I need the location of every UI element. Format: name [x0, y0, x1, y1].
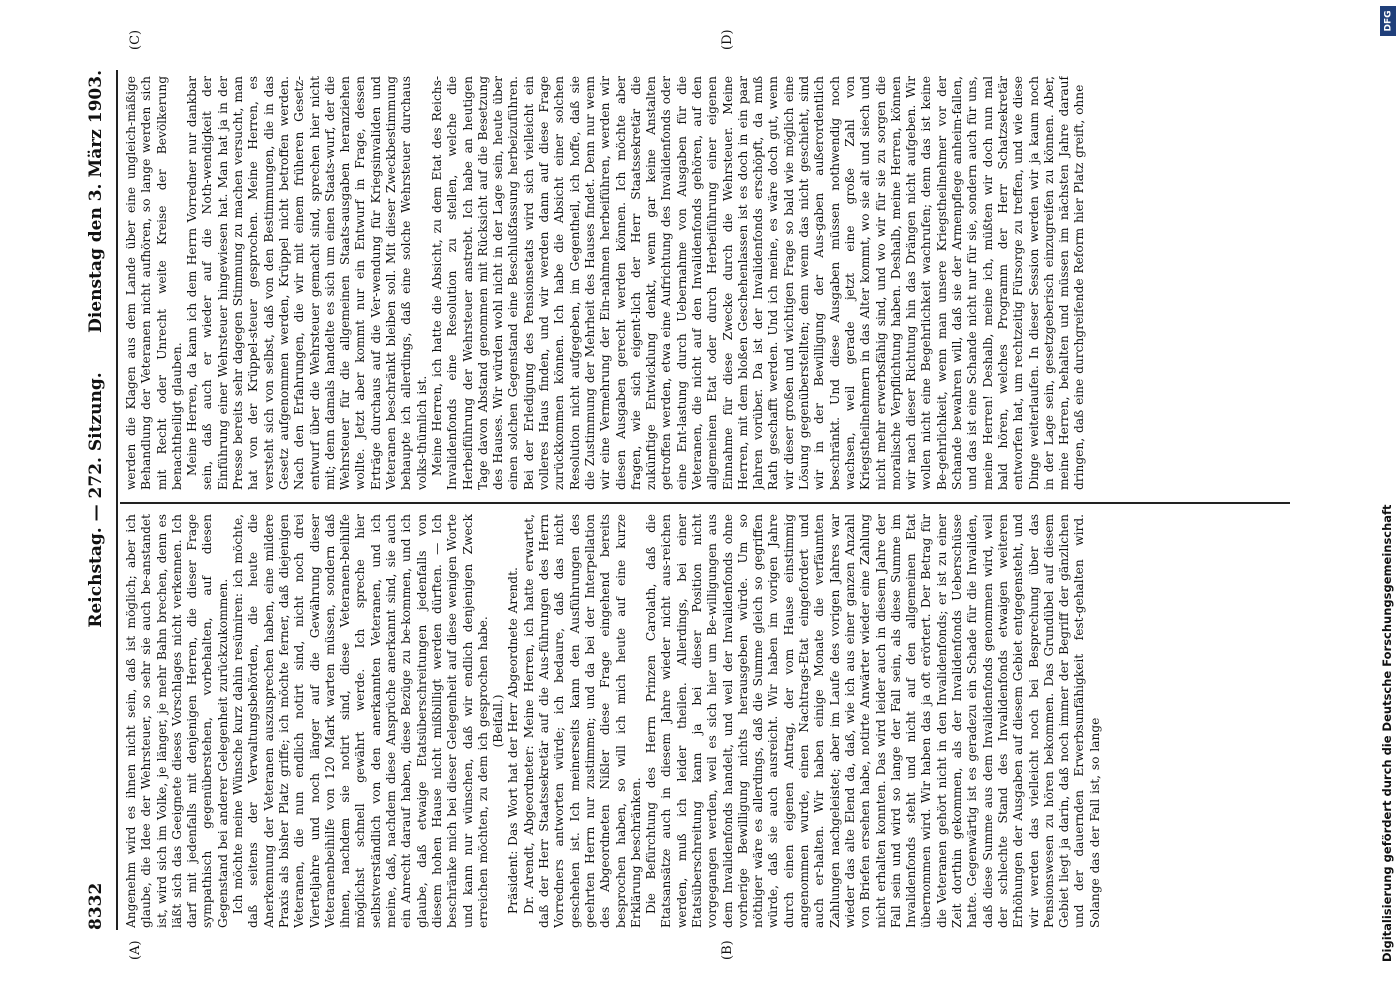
paragraph: Ich möchte meine Wünsche kurz dahin resümiren: ich möchte, daß seitens der Verwaltungsbehörden, die heute die Anerkennung der Veteranen auszusprechen haben, eine mildere Praxis als bisher Platz griffe; ich möchte ferner, daß diejenigen Veteranen, die nun endlich notirt sind, nicht noch drei Vierteljahre und noch länger auf die Gewährung dieser Veteranenbeihilfe von 120 Mark warten müssen, sondern daß ihnen, nachdem sie notirt sind, diese Veteranen-beihilfe möglichst schnell gewährt werde. Ich spreche hier selbstverständlich von den anerkannten Veteranen, und ich meine, daß, nachdem diese Ansprüche anerkannt sind, sie auch ein Anrecht darauf haben, diese Bezüge zu be-kommen, und ich glaube, daß etwaige Etatsüberschreitungen jedenfalls von diesem hohen Hause nicht mißbilligt werden dürften. — Ich beschränke mich bei dieser Gelegenheit auf diese wenigen Worte und kann nur wünschen, daß wir endlich denjenigen Zweck erreichen möchten, zu dem ich gesprochen habe. — [231, 514, 490, 928]
margin-marker-c: (C) — [128, 29, 143, 50]
header-rule — [116, 70, 118, 930]
logo-text: DFG — [1383, 10, 1394, 32]
session-title: Reichstag. — 272. Sitzung. — [86, 372, 106, 628]
margin-marker-a: (A) — [128, 940, 143, 960]
president-line: Präsident: Das Wort hat der Herr Abgeordnete Arendt. — [506, 567, 521, 914]
left-column — [124, 514, 1284, 928]
page-header — [86, 70, 112, 930]
paragraph: Die Befürchtung des Herrn Prinzen Carolath, daß die Etatsansätze auch in diesem Jahre wieder nicht aus-reichen werden, muß ich leider theilen. Allerdings, bei einer Etatsüberschreitung kann ja bei dieser Position nicht vorgegangen werden, weil es sich hier um Be-willigungen aus dem Invalidenfonds handelt, und weil der Invalidenfonds ohne vorherige Bewilligung nichts herausgeben würde. Um so nöthiger wäre es allerdings, daß die Summe gleich so gegriffen würde, daß sie auch ausreicht. Wir haben im vorigen Jahre durch einen eigenen Antrag, der vom Hause einstimmig angenommen wurde, einen Nachtrags-Etat eingefordert und auch er-halten. Wir haben einige Monate die verfäumten Zahlungen nachgeleistet; aber im Laufe des vorigen Jahres war wieder das alte Elend da, daß, wie ich aus einer ganzen Anzahl von Briefen ersehen habe, notirte Anwärter wieder eine Zahlung nicht erhalten konnten. Das wird leider auch in diesem Jahre der Fall sein und wird so lange der Fall sein, als diese Summe im Invalidenfonds steht und nicht auf den allgemeinen Etat übernommen wird. Wir haben das ja oft erörtert. Der Betrag für die Veteranen gehört nicht in den Invalidenfonds; er ist zu einer Zeit dorthin gekommen, als der Invalidenfonds Ueberschüsse hatte. Gegenwärtig ist es geradezu ein Schade für die Invaliden, daß diese Summe aus dem Invalidenfonds genommen wird, weil der schlechte Stand des Invalidenfonds etwaigen weiteren Erhöhungen der Ausgaben auf diesem Gebiet entgegensteht, und wir werden das vielleicht noch bei Besprechung über das Pensionswesen zu hören bekommen. Das Grundübel auf diesem Gebiet liegt ja darin, daß noch immer der Begriff der gänzlichen und der dauernden Erwerbsunfähigkeit fest-gehalten wird. Solange das der Fall ist, so lange — [644, 514, 1102, 928]
paragraph: Meine Herren, ich hatte die Absicht, zu dem Etat des Reichs-Invalidenfonds eine Resolution zu stellen, welche die Herbeiführung der Wehrsteuer anstrebt. Ich habe an heutigen Tage davon Abstand genommen mit Rücksicht auf die Besetzung des Hauses. Wir würden wohl nicht in der Lage sein, heute über einen solchen Gegenstand eine Beschlußfassung herbeizuführen. Bei der Erledigung des Pensionsetats wird sich vielleicht ein volleres Haus finden, und wir werden dann auf diese Frage zurückkommen können. Ich habe die Absicht einer solchen Resolution nicht aufgegeben, im Gegentheil, ich hoffe, daß sie die Zustimmung der Mehrheit des Hauses findet. Denn nur wenn wir eine Vermehrung der Ein-nahmen herbeiführen, werden wir diesen Ausgaben gerecht werden können. Ich möchte aber fragen, wie sich eigent-lich der Herr Staatssekretär die zukünftige Entwicklung denkt, wenn gar keine Anstalten getroffen werden, etwa eine Aufrichtung des Invalidenfonds oder eine Ent-lastung durch Uebernahme von Ausgaben für die Veteranen, die nicht auf den Invalidenfonds gehören, auf den allgemeinen Etat oder durch Herbeiführung einer eigenen Einnahme für diese Zwecke durch die Wehrsteuer. Meine Herren, mit dem bloßen Geschehenlassen ist es doch in ein paar Jahren vorüber. Da ist der Invalidenfonds erschöpft, da muß Rath geschafft werden. Und ich meine, es wäre doch gut, wenn wir dieser großen und wichtigen Frage so bald wie möglich eine Lösung gegenüberstellten; denn wenn das nicht geschieht, sind wir in der Bewilligung der Aus-gaben außerordentlich beschränkt. Und diese Ausgaben müssen nothwendig noch wachsen, weil gerade jetzt eine große Zahl von Kriegstheilnehmern in das Alter kommt, wo sie alt und siech und nicht mehr erwerbsfähig sind, und wo wir für sie zu sorgen die moralische Verpflichtung haben. Deshalb, meine Herren, können wir nach dieser Richtung hin das Drängen nicht aufgeben. Wir wollen nicht eine Begehrlichkeit wachrufen; denn das ist keine Be-gehrlichkeit, wenn man unsere Kriegstheilnehmer vor der Schande bewahren will, daß sie der Armenpflege anheim-fallen, und das ist eine Schande nicht nur für sie, sondern auch für uns, meine Herren! Deshalb, meine ich, müßten wir doch nun mal bald hören, welches Programm der Herr Schatzsekretär entworfen hat, um rechtzeitig Fürsorge zu treffen, und wie diese Dinge weiterlaufen. In dieser Session werden wir ja kaum noch in der Lage sein, gesetzgeberisch einzugreifen zu können. Aber, meine Herren, behalten und müssen im nächsten Jahre darauf dringen, daß eine durchgreifende Reform hier Platz greift, ohne — [429, 76, 1087, 490]
column-divider — [120, 502, 1290, 504]
applause-note: (Beifall.) — [491, 694, 506, 748]
right-column — [124, 76, 1284, 490]
page-number: 8332 — [86, 882, 106, 930]
session-date: Dienstag den 3. März 1903. — [86, 70, 106, 333]
paragraph: Meine Herren, da kann ich dem Herrn Vorredner nur dankbar sein, daß auch er wieder auf die Noth-wendigkeit der Einführung einer Wehrsteuer hingewiesen hat. Man hat ja in der Presse bereits sehr dagegen Stimmung zu machen versucht, man hat von der Krüppel-steuer gesprochen. Meine Herren, es versteht sich von selbst, daß von den Bestimmungen, die in das Gesetz aufgenommen werden, Krüppel nicht betroffen werden. Nach den Erfahrungen, die wir mit einem früheren Gesetz-entwurf über die Wehrsteuer gemacht sind, sprechen hier nicht mit; denn damals handelte es sich um einen Staats-wurf, der die Wehrsteuer für die allgemeinen Staats-ausgaben heranziehen wollte. Jetzt aber kommt nur ein Entwurf in Frage, dessen Erträge durchaus auf die Ver-wendung für Kriegsinvaliden und Veteranen beschränkt bleiben soll. Mit dieser Zweckbestimmung behaupte ich allerdings, daß eine solche Wehrsteuer durchaus volks-thümlich ist. — [185, 76, 429, 490]
paragraph: werden die Klagen aus dem Lande über eine ungleich-mäßige Behandlung der Veteranen nicht aufhören, so lange werden sich mit Recht oder Unrecht weite Kreise der Bevölkerung benachtheiligt glauben. — [124, 76, 184, 490]
margin-marker-b: (B) — [720, 940, 735, 960]
dfg-logo — [1380, 6, 1396, 36]
margin-marker-d: (D) — [720, 29, 735, 50]
speaker-paragraph: Dr. Arendt, Abgeordneter: Meine Herren, ich hatte erwartet, daß der Herr Staatssekretär auf die Aus-führungen des Herrn Vorredners antworten würde; ich bedaure, daß das nicht geschehen ist. Ich meinerseits kann den Ausführungen des geehrten Herrn nur zustimmen; und da bei der Interpellation des Abgeordneten Nißler diese Frage eingehend bereits besprochen haben, so will ich mich heute auf eine kurze Erklärung beschränken. — [521, 514, 643, 928]
paragraph: Angenehm wird es ihnen nicht sein, daß ist möglich; aber ich glaube, die Idee der Wehrsteuer, so sehr sie auch be-anstandet ist, wird sich im Volke, je länger, je mehr Bahn brechen, denn es läßt sich das Geeignete dieses Vorschlages nicht verkennen. Ich darf mit jedenfalls mit denjenigen Herren, die dieser Frage sympathisch gegenüberstehen, vorbehalten, auf diesen Gegenstand bei anderer Gelegenheit zurückzukommen. — [124, 514, 230, 928]
digitization-credit — [1378, 0, 1397, 1000]
credit-text: Digitalisierung gefördert durch die Deutsche Forschungsgemeinschaft — [1380, 504, 1394, 962]
